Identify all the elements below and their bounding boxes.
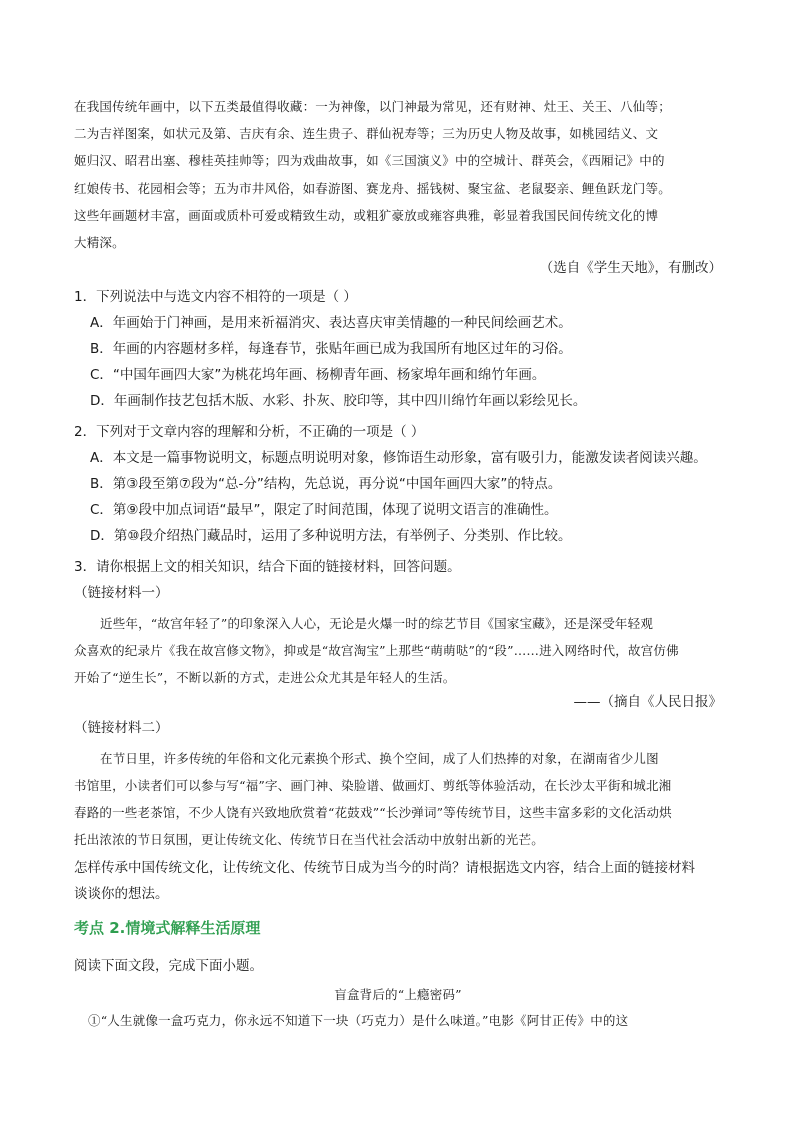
- material-line: 托出浓浓的节日氛围，更让传统文化、传统节日在当代社会活动中放射出新的光芒。: [74, 832, 544, 847]
- question-1: [74, 284, 722, 414]
- material-line: 开始了“逆生长”，不断以新的方式，走进公众尤其是年轻人的生活。: [74, 670, 456, 685]
- question-2: [74, 419, 722, 549]
- section-instruction: 阅读下面文段，完成下面小题。: [74, 958, 263, 974]
- passage-source: （选自《学生天地》，有删改）: [539, 260, 722, 276]
- question-stem: 2．下列对于文章内容的理解和分析，不正确的一项是（ ）: [74, 424, 425, 440]
- material-line: 在节日里，许多传统的年俗和文化元素换个形式、换个空间，成了人们热捧的对象，在湖南省少儿图: [100, 751, 659, 766]
- passage-line: 二为吉祥图案，如状元及第、吉庆有余、连生贵子、群仙祝寿等；三为历史人物及故事，如桃园结义、文: [74, 126, 659, 142]
- question-stem: 1．下列说法中与选文内容不相符的一项是（ ）: [74, 289, 357, 305]
- passage-line: 大精深。: [74, 235, 125, 251]
- article-line: ①“人生就像一盒巧克力，你永远不知道下一块（巧克力）是什么味道。”电影《阿甘正传》中的这: [88, 1013, 629, 1028]
- passage-line: 姬归汉、昭君出塞、穆桂英挂帅等；四为戏曲故事，如《三国演义》中的空城计、群英会，《西厢记》中的: [74, 153, 665, 169]
- option-b[interactable]: B．年画的内容题材多样，每逢春节，张贴年画已成为我国所有地区过年的习俗。: [90, 341, 572, 357]
- passage-line: 红娘传书、花园相会等；五为市井风俗，如春游图、赛龙舟、摇钱树、聚宝盆、老鼠娶亲、鲤鱼跃龙门等。: [74, 180, 671, 196]
- material-line: 众喜欢的纪录片《我在故宫修文物》，抑或是“故宫淘宝”上那些“萌萌哒”的“段”……进入网络时代，故宫仿佛: [74, 643, 679, 658]
- material-line: 近些年，“故宫年轻了”的印象深入人心，无论是火爆一时的综艺节目《国家宝藏》，还是深受年轻观: [100, 616, 654, 631]
- prompt-line: 怎样传承中国传统文化，让传统文化、传统节日成为当今的时尚？请根据选文内容，结合上面的链接材料: [74, 860, 695, 876]
- passage: [74, 93, 722, 256]
- article-first-line: [74, 1010, 722, 1032]
- option-d[interactable]: D．年画制作技艺包括木版、水彩、扑灰、胶印等，其中四川绵竹年画以彩绘见长。: [90, 393, 587, 409]
- question-3-prompt: [74, 855, 722, 907]
- passage-line: 这些年画题材丰富，画面或质朴可爱或精致生动，或粗犷豪放或雍容典雅，彰显着我国民间传统文化的博: [74, 207, 659, 223]
- material-1: [74, 610, 722, 691]
- material-1-label: （链接材料一）: [74, 585, 169, 601]
- option-c[interactable]: C．“中国年画四大家”为桃花坞年画、杨柳青年画、杨家埠年画和绵竹年画。: [90, 367, 546, 383]
- question-3-stem: [74, 554, 722, 580]
- question-stem: 3．请你根据上文的相关知识，结合下面的链接材料，回答问题。: [74, 559, 461, 575]
- article-title: 盲盒背后的“上瘾密码”: [334, 987, 462, 1002]
- option-b[interactable]: B．第③段至第⑦段为“总-分”结构，先总说，再分说“中国年画四大家”的特点。: [90, 476, 562, 492]
- option-a[interactable]: A．年画始于门神画，是用来祈福消灾、表达喜庆审美情趣的一种民间绘画艺术。: [90, 315, 572, 331]
- material-2: [74, 745, 722, 853]
- prompt-line: 谈谈你的想法。: [74, 886, 169, 902]
- option-d[interactable]: D．第⑩段介绍热门藏品时，运用了多种说明方法，有举例子、分类别、作比较。: [90, 528, 572, 544]
- passage-line: 在我国传统年画中，以下五类最值得收藏：一为神像，以门神最为常见，还有财神、灶王、关王、八仙等；: [74, 99, 671, 114]
- section-heading: 考点 2.情境式解释生活原理: [74, 919, 261, 937]
- option-c[interactable]: C．第⑨段中加点词语“最早”，限定了时间范围，体现了说明文语言的准确性。: [90, 502, 558, 518]
- material-1-source: ——（摘自《人民日报》: [573, 694, 722, 710]
- material-2-label: （链接材料二）: [74, 720, 169, 736]
- material-line: 书馆里，小读者们可以参与写“福”字、画门神、染脸谱、做画灯、剪纸等体验活动，在长沙太平街和城北湘: [74, 778, 672, 793]
- material-line: 春路的一些老茶馆，不少人饶有兴致地欣赏着“花鼓戏”“长沙弹词”等传统节目，这些丰富多彩的文化活动烘: [74, 805, 672, 820]
- option-a[interactable]: A．本文是一篇事物说明文，标题点明说明对象，修饰语生动形象，富有吸引力，能激发读者阅读兴趣。: [90, 450, 707, 466]
